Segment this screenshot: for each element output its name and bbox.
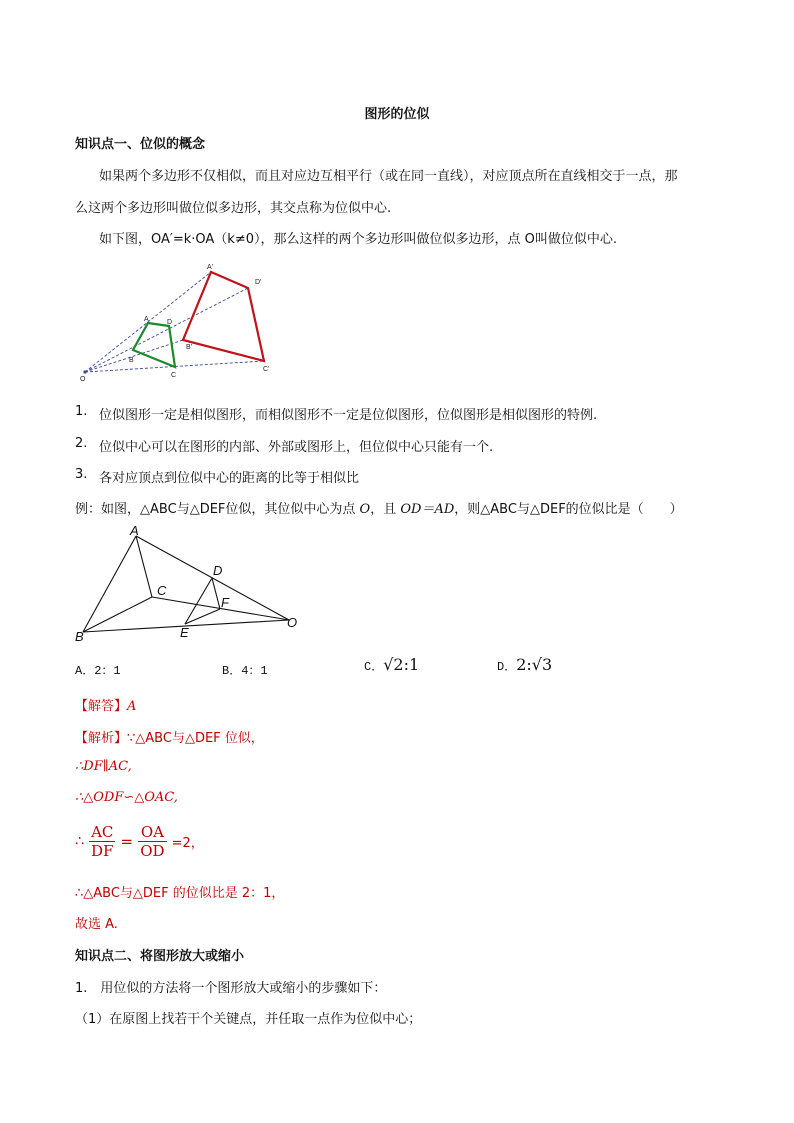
point-o: O [359, 502, 371, 517]
fraction-denominator: OD [140, 842, 165, 860]
paragraph-1-line-2: 么这两个多边形叫做位似多边形，其交点称为位似中心. [75, 201, 392, 216]
equals-sign: = [120, 832, 134, 851]
analysis-tag: 【解析】 [75, 731, 128, 746]
segment-DF [212, 578, 220, 609]
list-item-2 [75, 436, 494, 455]
label-B: B [75, 629, 84, 644]
label-O: O [80, 376, 86, 383]
analysis-fraction-line [75, 823, 204, 860]
label-D: D [167, 319, 173, 326]
condition-od-ad: OD＝AD [400, 502, 455, 517]
homothety-figure-1 [75, 260, 305, 385]
label-A: A [130, 525, 139, 538]
label-D-prime: D' [255, 279, 262, 286]
large-quadrilateral-A'B'C'D' [183, 272, 264, 361]
option-a: A．2：1 [75, 664, 121, 678]
analysis-line-6: 故选 A. [75, 917, 118, 932]
dashed-line-OD [85, 288, 248, 372]
label-B: B [129, 357, 134, 364]
list-text: 各对应顶点到位似中心的距离的比等于相似比 [99, 471, 360, 486]
therefore-symbol: ∴ [75, 833, 84, 850]
fraction-numerator: AC [89, 823, 115, 842]
option-d-value: 2:√3 [516, 655, 553, 674]
example-prefix: 例：如图， [75, 502, 141, 517]
segment-AB [83, 536, 136, 632]
section1-heading: 知识点一、位似的概念 [75, 137, 206, 152]
section2-item-1: 1. 用位似的方法将一个图形放大或缩小的步骤如下： [75, 981, 387, 996]
example-question [75, 498, 683, 517]
list-text: 位似图形一定是相似图形，而相似图形不一定是位似图形，位似图形是相似图形的特例. [99, 408, 598, 423]
segment-BC [83, 597, 152, 632]
fraction-numerator: OA [138, 823, 166, 842]
triangle-def: △DEF [529, 502, 566, 517]
example-text-3: ，且 [370, 502, 401, 517]
label-E: E [180, 625, 189, 640]
dashed-line-OB [85, 340, 183, 372]
label-C: C [171, 372, 177, 379]
option-d [497, 655, 552, 674]
analysis-line-1 [75, 727, 264, 746]
homothety-figure-2 [72, 525, 312, 645]
example-text-4: ，则 [454, 502, 481, 517]
center-point-O [83, 370, 86, 373]
option-c [364, 655, 419, 674]
segment-EF [185, 609, 220, 624]
example-text-1: 与 [176, 502, 190, 517]
label-O: O [287, 615, 298, 630]
list-item-1 [75, 404, 598, 423]
list-number: 3. [75, 467, 88, 482]
analysis-line-3: ∴△ODF∽△OAC, [75, 790, 178, 805]
answer-line [75, 695, 136, 714]
fraction-result: =2， [171, 836, 204, 851]
analysis-text-1: ∵△ABC与△DEF 位似， [127, 731, 264, 746]
option-c-value: √2:1 [383, 655, 420, 674]
example-text-2: 位似，其位似中心为点 [225, 502, 360, 517]
page-title: 图形的位似 [364, 107, 430, 122]
triangle-def: △DEF [189, 502, 226, 517]
list-number: 1. [75, 404, 88, 419]
label-D: D [213, 563, 223, 578]
example-text-1: 与 [516, 502, 530, 517]
list-number: 2. [75, 436, 88, 451]
label-A-prime: A' [207, 264, 214, 271]
option-d-label: D． [497, 660, 517, 674]
fraction-denominator: DF [91, 842, 114, 860]
segment-DE [185, 578, 212, 624]
section2-heading: 知识点二、将图形放大或缩小 [75, 949, 245, 964]
analysis-line-2: ∴DF∥AC, [75, 759, 132, 774]
label-C: C [157, 583, 167, 598]
label-C-prime: C' [263, 366, 270, 373]
option-b: B．4：1 [222, 664, 268, 678]
section2-step-1: （1）在原图上找若干个关键点，并任取一点作为位似中心； [75, 1012, 422, 1027]
answer-value: A [127, 699, 137, 714]
option-c-label: C． [364, 660, 384, 674]
analysis-line-5: ∴△ABC与△DEF 的位似比是 2：1， [75, 886, 285, 901]
paragraph-1-line-1: 如果两个多边形不仅相似，而且对应边互相平行（或在同一直线），对应顶点所在直线相交于一点，那 [99, 169, 678, 184]
label-A: A [144, 316, 149, 323]
label-F: F [221, 595, 229, 610]
label-B-prime: B' [186, 344, 193, 351]
segment-AC [136, 536, 152, 597]
paragraph-2: 如下图，OA′=k·OA（k≠0），那么这样的两个多边形叫做位似多边形，点 O叫做位似中心. [99, 232, 617, 247]
list-text: 位似中心可以在图形的内部、外部或图形上，但位似中心只能有一个. [99, 440, 494, 455]
triangle-abc: △ABC [480, 502, 517, 517]
list-item-3 [75, 467, 360, 486]
answer-tag: 【解答】 [75, 699, 128, 714]
fraction-ac-df [89, 823, 115, 860]
triangle-abc: △ABC [140, 502, 177, 517]
example-text-end: 的位似比是（ ） [565, 502, 683, 517]
fraction-oa-od [138, 823, 166, 860]
